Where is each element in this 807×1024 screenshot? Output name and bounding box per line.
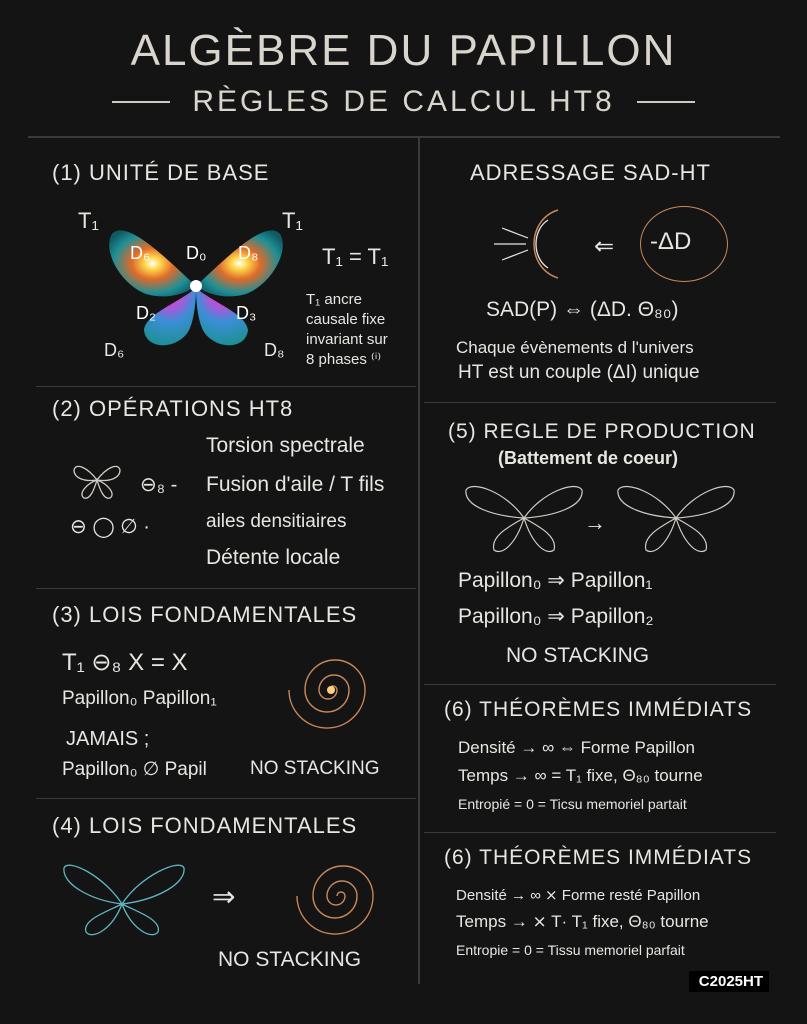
outer-label-left: D₆ <box>104 340 125 360</box>
panel3-title: (3) LOIS FONDAMENTALES <box>52 602 358 627</box>
divider-right-1 <box>424 402 776 403</box>
anchor-note-line: causale fixe <box>306 311 386 328</box>
identity-equation: T₁ = T₁ <box>322 244 389 269</box>
law-papillon-empty: Papillon₀ ∅ Papil <box>62 759 207 780</box>
anchor-note-line: invariant sur <box>306 331 388 348</box>
small-butterfly-icon <box>72 458 122 502</box>
op-symbol: ⊖₈ - <box>140 474 178 496</box>
t1-right-label: T₁ <box>282 208 303 233</box>
page-subtitle: RÈGLES DE CALCUL HT8 <box>192 85 615 118</box>
anchor-note <box>306 290 388 370</box>
frame-top <box>28 136 780 138</box>
divider-left-2 <box>36 588 416 589</box>
outline-butterfly-icon <box>60 856 190 940</box>
t1-left-label: T₁ <box>78 208 99 233</box>
law-identity: T₁ ⊖₈ X = X <box>62 649 188 676</box>
sad-desc-line: Chaque évènements d l'univers <box>456 338 694 357</box>
butterfly-after-icon <box>614 480 738 556</box>
law-papillons: Papillon₀ Papillon₁ <box>62 688 217 709</box>
theorem-line: Entropie = 0 = Tissu memoriel parfait <box>456 942 685 958</box>
divider-right-3 <box>424 832 776 833</box>
panel4-title: (4) LOIS FONDAMENTALES <box>52 813 358 838</box>
theorem-line: Densité → ∞ ⇔ Forme Papillon <box>458 738 695 757</box>
op-ailes: ailes densitiaires <box>206 511 347 532</box>
burst-arc-icon <box>482 204 572 284</box>
divider-left-1 <box>36 386 416 387</box>
divider-left-3 <box>36 798 416 799</box>
colorful-butterfly-illustration <box>106 218 286 358</box>
theorem-line: Temps → ⨯ T· T₁ fixe, Θ₈₀ tourne <box>456 912 709 931</box>
op-torsion: Torsion spectrale <box>206 434 365 457</box>
frame-vertical-divider <box>418 136 420 984</box>
theorem-line: Densité → ∞ ⨯ Forme resté Papillon <box>456 887 701 904</box>
wing-label-d2: D₂ <box>136 303 156 323</box>
sad-desc-line: HT est un couple (ΔI) unique <box>458 362 700 383</box>
spiral-icon-panel3 <box>274 642 384 742</box>
subtitle-rule-right <box>637 101 695 103</box>
butterfly-before-icon <box>462 480 586 556</box>
subtitle-rule-left <box>112 101 170 103</box>
panel4-no-stacking: NO STACKING <box>218 948 362 971</box>
panel6a-title: (6) THÉORÈMES IMMÉDIATS <box>444 698 753 721</box>
wing-label-d8: D₈ <box>238 243 259 263</box>
production-line-1: Papillon₀ ⇒ Papillon₁ <box>458 569 653 592</box>
op-symbols-row: ⊖ ◯ ∅ · <box>70 516 150 538</box>
divider-right-2 <box>424 684 776 685</box>
op-detente: Détente locale <box>206 546 341 569</box>
page-title: ALGÈBRE DU PAPILLON <box>130 26 677 75</box>
wing-label-d0: D₀ <box>186 243 207 263</box>
spiral-icon-panel4 <box>282 852 392 942</box>
law-jamais: JAMAIS ; <box>66 728 150 750</box>
theorem-line: Temps → ∞ = T₁ fixe, Θ₈₀ tourne <box>458 766 703 785</box>
sad-title: ADRESSAGE SAD-HT <box>470 160 711 185</box>
copyright-badge: C2025HT <box>689 971 769 992</box>
theorem-line: Entropié = 0 = Ticsu memoriel partait <box>458 796 687 812</box>
production-line-2: Papillon₀ ⇒ Papillon₂ <box>458 605 654 628</box>
wing-label-d3: D₃ <box>236 303 257 323</box>
delta-label: -ΔD <box>650 228 692 255</box>
panel4-arrow: ⇒ <box>212 881 236 912</box>
panel5-subtitle: (Battement de coeur) <box>498 448 679 468</box>
panel2-title: (2) OPÉRATIONS HT8 <box>52 396 294 421</box>
upper-left-wing <box>109 230 196 296</box>
anchor-note-line: 8 phases ⁽ⁱ⁾ <box>306 351 382 368</box>
panel3-no-stacking: NO STACKING <box>250 758 380 779</box>
sad-arrow: ⇐ <box>594 233 615 260</box>
panel5-arrow: → <box>584 510 606 535</box>
panel1-title: (1) UNITÉ DE BASE <box>52 160 270 185</box>
outer-label-right: D₈ <box>264 340 285 360</box>
wing-label-d6: D₆ <box>130 243 151 263</box>
op-fusion: Fusion d'aile / T fils <box>206 473 385 496</box>
panel6b-title: (6) THÉORÈMES IMMÉDIATS <box>444 846 753 869</box>
panel5-title: (5) REGLE DE PRODUCTION <box>448 420 756 443</box>
subtitle-row <box>0 82 807 122</box>
panel5-no-stacking: NO STACKING <box>506 644 650 667</box>
sad-formula: SAD(P) ⇔ (ΔD. Θ₈₀) <box>486 298 679 321</box>
anchor-note-line: T₁ ancre <box>306 291 362 308</box>
